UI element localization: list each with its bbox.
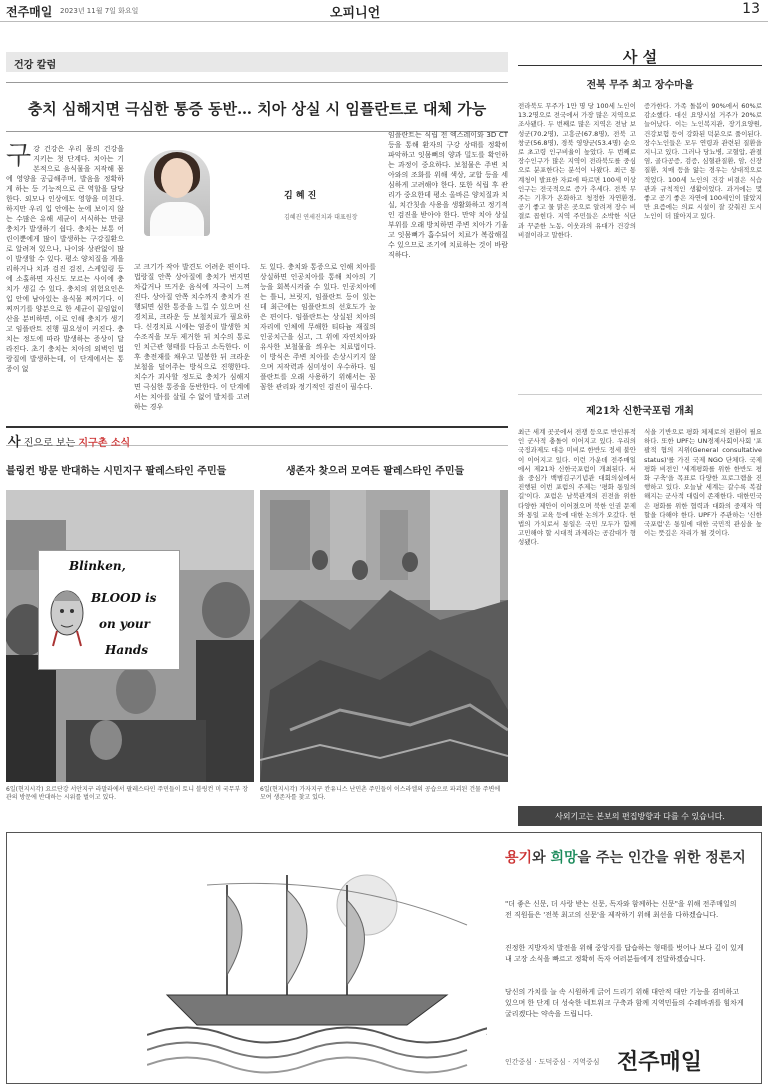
tag-highlight: 지구촌 소식: [78, 438, 131, 449]
left-photo-title: 블링컨 방문 반대하는 시민지구 팔레스타인 주민들: [6, 466, 227, 477]
tag-initial: 사: [8, 435, 21, 450]
editorial-disclaimer: 사외기고는 본보의 편집방향과 다를 수 있습니다.: [518, 806, 762, 826]
health-column-title: 충치 심해지면 극심한 통증 동반… 치아 상실 시 임플란트로 대체 가능: [6, 82, 508, 132]
health-column: [6, 52, 508, 410]
ad-tagline: 인간중심 · 도덕중심 · 지역중심: [505, 1058, 600, 1066]
sailboat-illustration: [147, 845, 487, 1081]
house-ad: [6, 832, 762, 1084]
ad-headline-courage: 용기: [505, 850, 533, 866]
health-body-col3: [260, 262, 376, 410]
editorial-column: [518, 46, 762, 830]
sign-line-4: Hands: [105, 643, 148, 657]
dropcap: 구: [6, 144, 32, 171]
masthead: [0, 0, 768, 22]
editorial-2-col2: 식을 기반으로 평화 체제로의 전환이 필요하다. 또한 UPF는 UN경제사회이사회 '포괄적 협의 지위(General consultative status)'를 가진 국제 NGO 단체다. 국제평화 비전인 '세계평화를 위한 한반도 평화 구축'을 목표로 다양한 프로그램을 진행하고 있다. 오늘날 세계는 갈수록 복잡해지는 군사적 대립이 존재한다. 대한민국은 평화를 위한 협력과 대화의 중재자 역할을 다해야 한다. UPF가 주관하는 '신한국포럼'은 통일에 대한 국민적 관심을 높이는 뜻깊은 자리가 될 것이다.: [644, 428, 762, 538]
right-photo-title: 생존자 찾으러 모여든 팔레스타인 주민들: [286, 466, 465, 477]
health-text-2: 고 크기가 작아 발견도 어려운 편이다. 법랑질 안쪽 상아질에 충치가 번지면 차갑거나 뜨거운 음식에 자극이 느껴진다. 상아질 안쪽 치수까지 충치가 진행되면 심한 통증을 느낄 수 있으며 신경치료, 크라운 등 보철치료가 필요하다. 신경치료 시에는 염증이 발생한 치수조직을 모두 제거한 뒤 치수의 통로인 치근관 형태를 다듬고 소독한다. 이후 충전재를 채우고 밀봉한 뒤 크라운 보철을 덮어주는 방식으로 진행한다. 치수가 괴사할 정도로 충치가 심해지면 극심한 통증을 동반한다. 이 단계에서는 치아를 살릴 수 없어 발치를 고려하는 경우: [134, 263, 250, 410]
right-photo-caption: 6일(현지시각) 가자지구 칸유니스 난민촌 주민들이 이스라엘의 공습으로 파괴된 건물 주변에 모여 생존자를 찾고 있다.: [260, 786, 501, 801]
health-column-tag: 건강 칼럼: [6, 52, 508, 72]
sign-line-1: Blinken,: [69, 559, 126, 573]
author-photo: [144, 150, 210, 236]
editorial-title-2: 제21차 신한국포럼 개최: [586, 406, 694, 417]
editorial-heading: 사 설: [518, 46, 762, 66]
health-text-1: 강 건강은 우리 몸의 건강을 지키는 첫 단계다. 치아는 기본적으로 음식물을 저작해 몸에 영양을 공급해주며, 발음을 정확하게 하는 등 기능적으로 큰 역할을 담당한다. 외모나 인상에도 영향을 미친다. 하지만 우리 입 안에는 눈에 보이지 않는 수많은 유해 세균이 서식하는 만큼 충치가 발생하기 쉽다. 충치는 보통 어린이뿐에게 많이 발생하는 구강질환으로 알려져 있으나, 나이와 상관없이 많이 발생할 수 있다. 평소 양치질을 게을리하거나 치과 검진 검진, 스케일링 등에 소홀하면 자신도 모르는 사이에 충치가 생길 수 있다. 충치의 위험요인은 입 안에 남아있는 음식물 찌꺼기다. 이 찌꺼기를 양분으로 한 세균이 끝임없이 산을 분비하면, 이로 인해 충치가 생기고 임플란트 진행 필요성이 커진다. 충치는 정도에 따라 발생하는 증상이 달라진다. 초기 충치는 치아의 외벽인 법랑질에 발생하는데, 이 단계에서는 통증이 없: [6, 145, 124, 373]
page-number: 13: [742, 1, 760, 17]
ad-paragraph-3: 당신의 가치를 늘 속 시원하게 긁어 드리기 위해 대안적 대안 기능을 겸비하고 있으며 한 단계 더 성숙한 네트워크 구축과 함께 지역민들의 수레바퀴를 힘차게 굴리겠다는 약속을 드립니다.: [505, 988, 744, 1018]
ad-headline-hope: 희망: [550, 850, 578, 866]
photo-news-tag: [6, 426, 508, 450]
rubble-photo-graphic: [260, 490, 508, 782]
tag-text: 진으로 보는: [23, 438, 76, 449]
editorial-1-col1: 전라북도 무주가 1만 명 당 100세 노인이 13.2명으로 전국에서 가장 많은 지역으로 조사됐다. 두 번째로 많은 지역은 전남 보성군(70.2명), 고흥군(67.8명), 전북 고창군(56.8명), 경북 영양군(53.4명) 순으로 초고령 인구비율이 높았다. 두 번째로 장수인구가 많은 지역이 전라북도를 중심으로 분포한다는 분석이 나왔다. 최근 통계청이 발표한 자료에 따르면 100세 이상 인구는 전국적으로 증가 추세다. 전북 무주는 기후가 온화하고 청정한 자연환경, 공기 좋고 물 맑은 곳으로 알려져 장수 비결로 꼽힌다. 지역 주민들은 소박한 식단과 꾸준한 노동, 이웃과의 유대가 건강의 비결이라고 말한다.: [518, 102, 636, 239]
editorial-1-col2: 증가한다. 가족 돌봄이 90%에서 60%로 감소했다. 대신 요양시설 거주가 20%로 늘어났다. 이는 노인복지관, 장기요양원, 건강보험 등이 강화된 덕분으로 풀이된다. 장수노인들은 모두 연령과 관련된 질환을 지니고 있다. 그러나 당뇨병, 고혈압, 관절염, 골다공증, 검증, 심혈관질환, 암, 신장질환, 치매 등을 앓는 경우는 상대적으로 적었다. 100세 노인의 건강 비결은 식습관과 규칙적인 생활이었다. 과거에는 몇 좋고 공기 좋은 자연에 100세인이 많았지만 요즘에는 의료 시설이 잘 갖춰진 도시 노인이 더 많아지고 있다.: [644, 102, 762, 221]
editorial-divider: [518, 394, 762, 395]
ad-headline-rest: 을 주는 인간을 위한 정론지: [577, 850, 746, 866]
sign-line-2: BLOOD is: [91, 591, 157, 605]
photo-news-section: [6, 426, 508, 806]
ad-brand-logo: 전주매일: [617, 1049, 703, 1075]
masthead-brand: 전주매일: [6, 5, 53, 19]
editorial-2-col1: 최근 세계 곳곳에서 전쟁 등으로 반인류적인 군사적 충돌이 이어지고 있다. 우리의 국정과제도 대응 미비로 한반도 정세 불안이 이어지고 있다. 이런 가운데 전주매일에서 제21차 신한국포럼이 개최된다. 서울 중심가 백범김구기념관 대회의실에서 진행된 이번 포럼의 주제는 '평화 통일의 길'이다. 포럼은 남북관계의 진전을 위한 다양한 제안이 이어졌으며 북한 인권 문제와 통일 교육 등에 대한 논의가 오갔다. 헌법의 가치로서 통일은 국민 모두가 함께 고민해야 할 시대적 과제라는 공감대가 형성됐다.: [518, 428, 636, 547]
masthead-section: 오피니언: [330, 6, 381, 21]
author-name: 김 혜 진: [284, 191, 317, 201]
masthead-date: 2023년 11월 7일 화요일: [60, 7, 139, 15]
health-body-col2: [134, 262, 250, 410]
protest-sign: [38, 550, 180, 670]
health-body-col1: [6, 144, 124, 410]
ad-paragraph-1: "더 좋은 신문, 더 사랑 받는 신문, 독자와 함께하는 신문"을 위해 전주매일의 전 직원들은 '전북 최고의 신문'을 제작하기 위해 최선을 다하겠습니다.: [505, 900, 737, 919]
rubble-photo: [260, 490, 508, 782]
protest-photo: [6, 490, 254, 782]
health-body-col4: [388, 130, 508, 410]
left-photo-caption: 6일(현지시각) 요르단강 서안지구 라말라에서 팔레스타인 주민들이 토니 블링컨 미 국무부 장관의 방문에 반대하는 시위를 벌이고 있다.: [6, 786, 249, 801]
health-text-4: 임플란트는 식립 전 엑스레이와 3D CT 등을 통해 환자의 구강 상태를 정확히 파악하고 잇몸뼈의 양과 밀도를 확인하는 과정이 중요하다. 보철물은 주변 치아와의 조화를 위해 색상, 교합 등을 세심하게 고려해야 한다. 또한 식립 후 관리가 중요한데 평소 올바른 양치질과 치실, 치간칫솔 사용을 생활화하고 정기적인 검진을 받아야 한다. 만약 치아 상실 부위를 오래 방치하면 주변 치아가 기울고 잇몸뼈가 흡수되어 치료가 복잡해질 수 있으므로 조기에 치료하는 것이 바람직하다.: [388, 131, 508, 259]
editorial-title-1: 전북 무주 최고 장수마을: [586, 80, 694, 91]
author-role: 김혜진 연세진치과 대표원장: [284, 214, 358, 221]
ad-headline-joiner-1: 와: [532, 850, 551, 866]
ad-headline: [505, 847, 746, 867]
sign-line-3: on your: [99, 617, 150, 631]
health-text-3: 도 있다. 충치와 통증으로 인해 치아를 상실하면 인공치아를 통해 치아의 기능을 회복시켜줄 수 있다. 인공치아에는 틀니, 브릿지, 임플란트 등이 있는데 최근에는 임플란트의 선호도가 높은 편이다. 임플란트는 상실된 치아의 자리에 인체에 무해한 티타늄 재질의 인공치근을 심고, 그 위에 자연치아와 유사한 보철물을 씌우는 치료법이다. 이 방식은 주변 치아를 손상시키지 않으며 저작력과 심미성이 우수하다. 임플란트를 오래 사용하기 위해서는 꼼꼼한 관리와 정기적인 검진이 필수다.: [260, 263, 376, 391]
ad-paragraph-2: 진정한 지방자치 발전을 위해 중앙지를 답습하는 형태를 벗어나 보다 깊이 있게 내 고장 소식을 빠르고 정확히 독자 여러분들에게 전달하겠습니다.: [505, 944, 744, 963]
author-profile: [134, 144, 378, 254]
